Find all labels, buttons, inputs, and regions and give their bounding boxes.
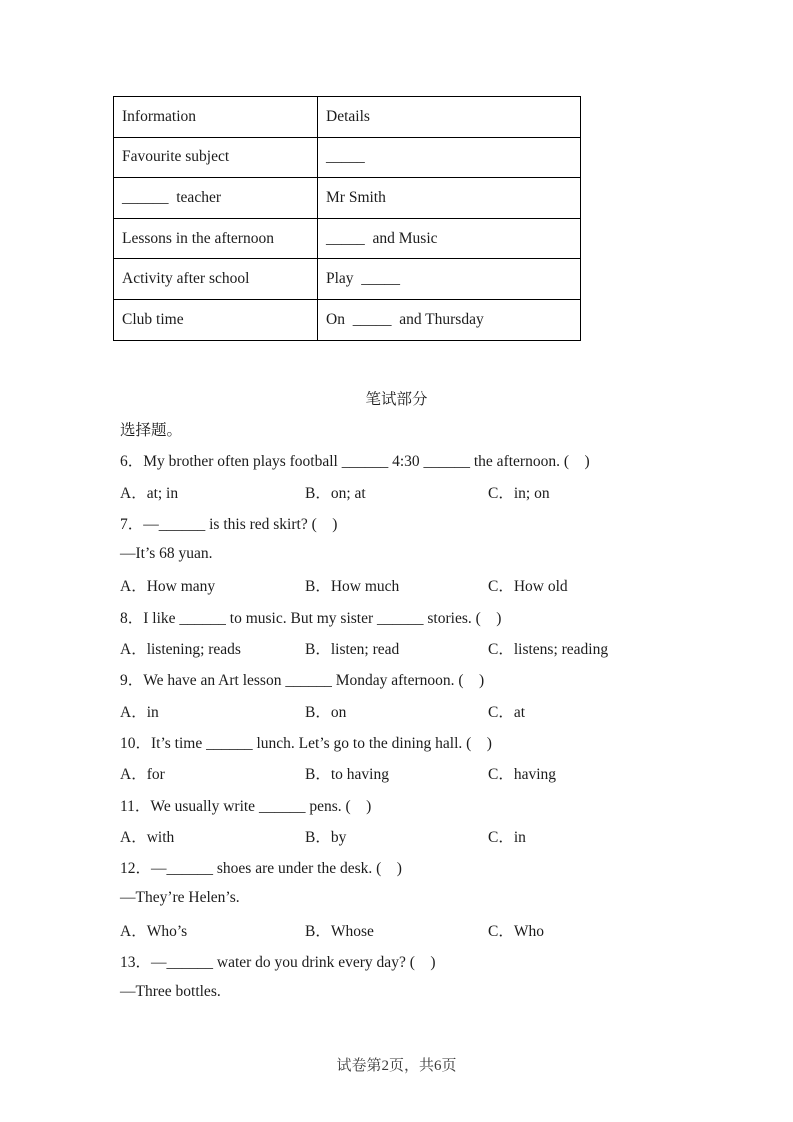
question-6-stem: 6．My brother often plays football ______ 4:30 ______ the afternoon. ( ) xyxy=(120,453,590,471)
table-cell-info: Club time xyxy=(114,299,318,340)
option-a: A．in xyxy=(120,703,159,721)
table-row xyxy=(114,137,581,178)
info-table xyxy=(113,96,581,341)
question-7-options xyxy=(120,570,673,601)
question-11-stem: 11．We usually write ______ pens. ( ) xyxy=(120,797,372,815)
option-b: B．by xyxy=(305,828,347,846)
table-cell-info: Activity after school xyxy=(114,259,318,300)
table-cell-details: On _____ and Thursday xyxy=(318,299,581,340)
table-cell-details: Mr Smith xyxy=(318,178,581,219)
table-cell-details: Details xyxy=(318,97,581,138)
table-cell-details: Play _____ xyxy=(318,259,581,300)
option-b: B．Whose xyxy=(305,922,374,940)
option-c: C．in xyxy=(488,828,526,846)
option-b: B．to having xyxy=(305,766,389,784)
table-cell-details: _____ xyxy=(318,137,581,178)
question-7-reply: —It’s 68 yuan. xyxy=(120,545,213,563)
option-a: A．How many xyxy=(120,578,216,596)
option-b: B．on xyxy=(305,703,347,721)
question-13-stem: 13．—______ water do you drink every day? ( ) xyxy=(120,953,436,971)
option-c: C．Who xyxy=(488,922,544,940)
option-a: A．Who’s xyxy=(120,922,188,940)
table-row xyxy=(114,97,581,138)
table-row xyxy=(114,259,581,300)
table-cell-info: Information xyxy=(114,97,318,138)
option-c: C．having xyxy=(488,766,557,784)
table-cell-details: _____ and Music xyxy=(318,218,581,259)
question-9-options xyxy=(120,695,673,726)
page-number: 试卷第2页，共6页 xyxy=(336,1058,457,1074)
section-title: 笔试部分 xyxy=(365,390,428,408)
option-b: B．on; at xyxy=(305,484,366,502)
option-c: C．listens; reading xyxy=(488,641,609,659)
question-13-reply: —Three bottles. xyxy=(120,983,221,1001)
question-11-options xyxy=(120,820,673,851)
option-c: C．in; on xyxy=(488,484,550,502)
question-10-options xyxy=(120,758,673,789)
section-subtitle: 选择题。 xyxy=(120,421,183,439)
option-c: C．at xyxy=(488,703,526,721)
question-12-reply: —They’re Helen’s. xyxy=(120,889,240,907)
option-b: B．listen; read xyxy=(305,641,400,659)
option-a: A．for xyxy=(120,766,165,784)
question-8-stem: 8．I like ______ to music. But my sister ______ stories. ( ) xyxy=(120,609,502,627)
table-row xyxy=(114,299,581,340)
written-section xyxy=(120,382,673,1008)
question-12-stem: 12．—______ shoes are under the desk. ( ) xyxy=(120,860,402,878)
page-footer xyxy=(0,1054,793,1075)
question-7-stem: 7．—______ is this red skirt? ( ) xyxy=(120,515,338,533)
table-row xyxy=(114,218,581,259)
table-cell-info: ______ teacher xyxy=(114,178,318,219)
option-a: A．listening; reads xyxy=(120,641,241,659)
question-8-options xyxy=(120,632,673,663)
question-10-stem: 10．It’s time ______ lunch. Let’s go to the dining hall. ( ) xyxy=(120,734,492,752)
option-b: B．How much xyxy=(305,578,400,596)
table-cell-info: Favourite subject xyxy=(114,137,318,178)
option-c: C．How old xyxy=(488,578,568,596)
table-cell-info: Lessons in the afternoon xyxy=(114,218,318,259)
question-9-stem: 9．We have an Art lesson ______ Monday afternoon. ( ) xyxy=(120,672,485,690)
table-row xyxy=(114,178,581,219)
option-a: A．at; in xyxy=(120,484,179,502)
question-6-options xyxy=(120,476,673,507)
question-12-options xyxy=(120,914,673,945)
option-a: A．with xyxy=(120,828,175,846)
